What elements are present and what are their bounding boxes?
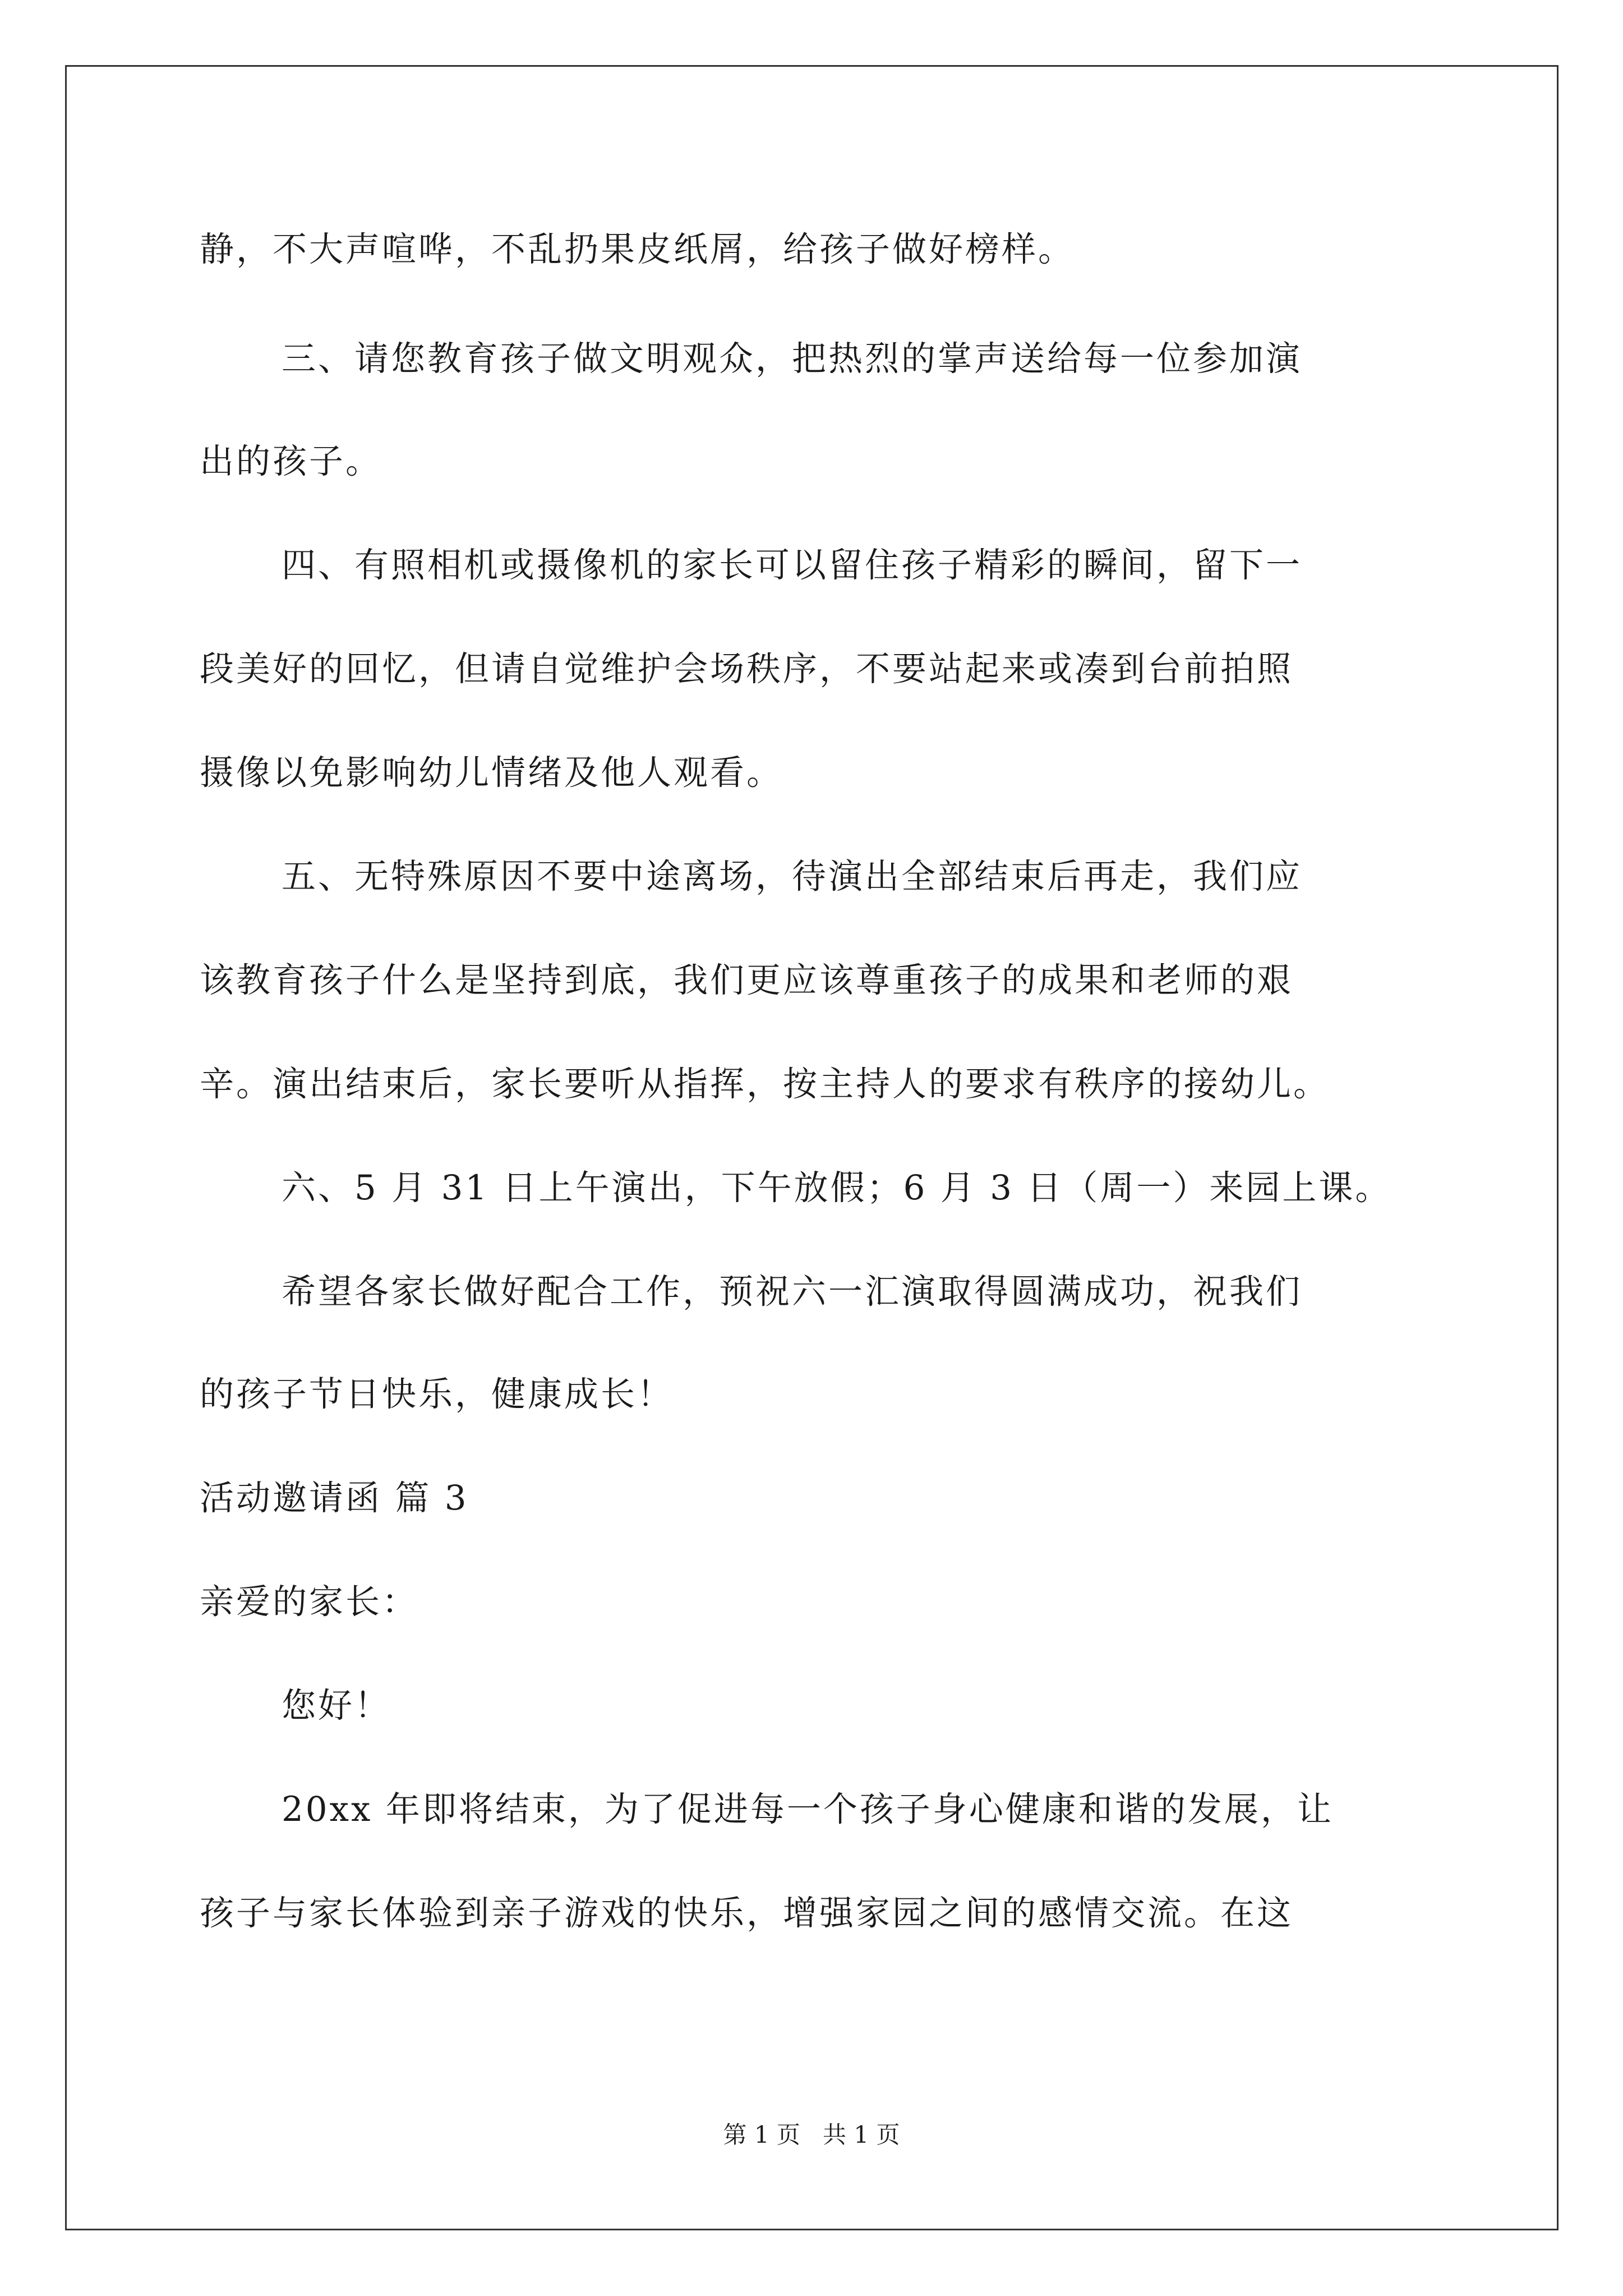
section-heading: 活动邀请函 篇 3 [200,1478,469,1518]
body-text-line: 孩子与家长体验到亲子游戏的快乐，增强家园之间的感情交流。在这 [200,1893,1294,1933]
body-text-line: 六、5 月 31 日上午演出，下午放假；6 月 3 日（周一）来园上课。 [282,1168,1392,1208]
body-text-line: 希望各家长做好配合工作，预祝六一汇演取得圆满成功，祝我们 [282,1272,1303,1312]
body-text-line: 该教育孩子什么是坚持到底，我们更应该尊重孩子的成果和老师的艰 [200,960,1294,1000]
page-footer: 第 1 页 共 1 页 [723,2121,900,2148]
body-text-line: 三、请您教育孩子做文明观众，把热烈的掌声送给每一位参加演 [282,339,1303,379]
body-text-line: 摄像以免影响幼儿情绪及他人观看。 [200,753,783,793]
greeting: 您好！ [282,1686,391,1726]
body-text-line: 静，不大声喧哗，不乱扔果皮纸屑，给孩子做好榜样。 [200,229,1075,269]
salutation: 亲爱的家长： [200,1582,419,1622]
body-text-line: 的孩子节日快乐，健康成长！ [200,1374,674,1414]
body-text-line: 出的孩子。 [200,441,382,481]
body-text-line: 四、有照相机或摄像机的家长可以留住孩子精彩的瞬间，留下一 [282,545,1303,585]
body-text-line: 20xx 年即将结束，为了促进每一个孩子身心健康和谐的发展，让 [282,1789,1334,1829]
body-text-line: 段美好的回忆，但请自觉维护会场秩序，不要站起来或凑到台前拍照 [200,649,1294,689]
body-text-line: 五、无特殊原因不要中途离场，待演出全部结束后再走，我们应 [282,857,1303,896]
body-text-line: 辛。演出结束后，家长要听从指挥，按主持人的要求有秩序的接幼儿。 [200,1064,1330,1104]
